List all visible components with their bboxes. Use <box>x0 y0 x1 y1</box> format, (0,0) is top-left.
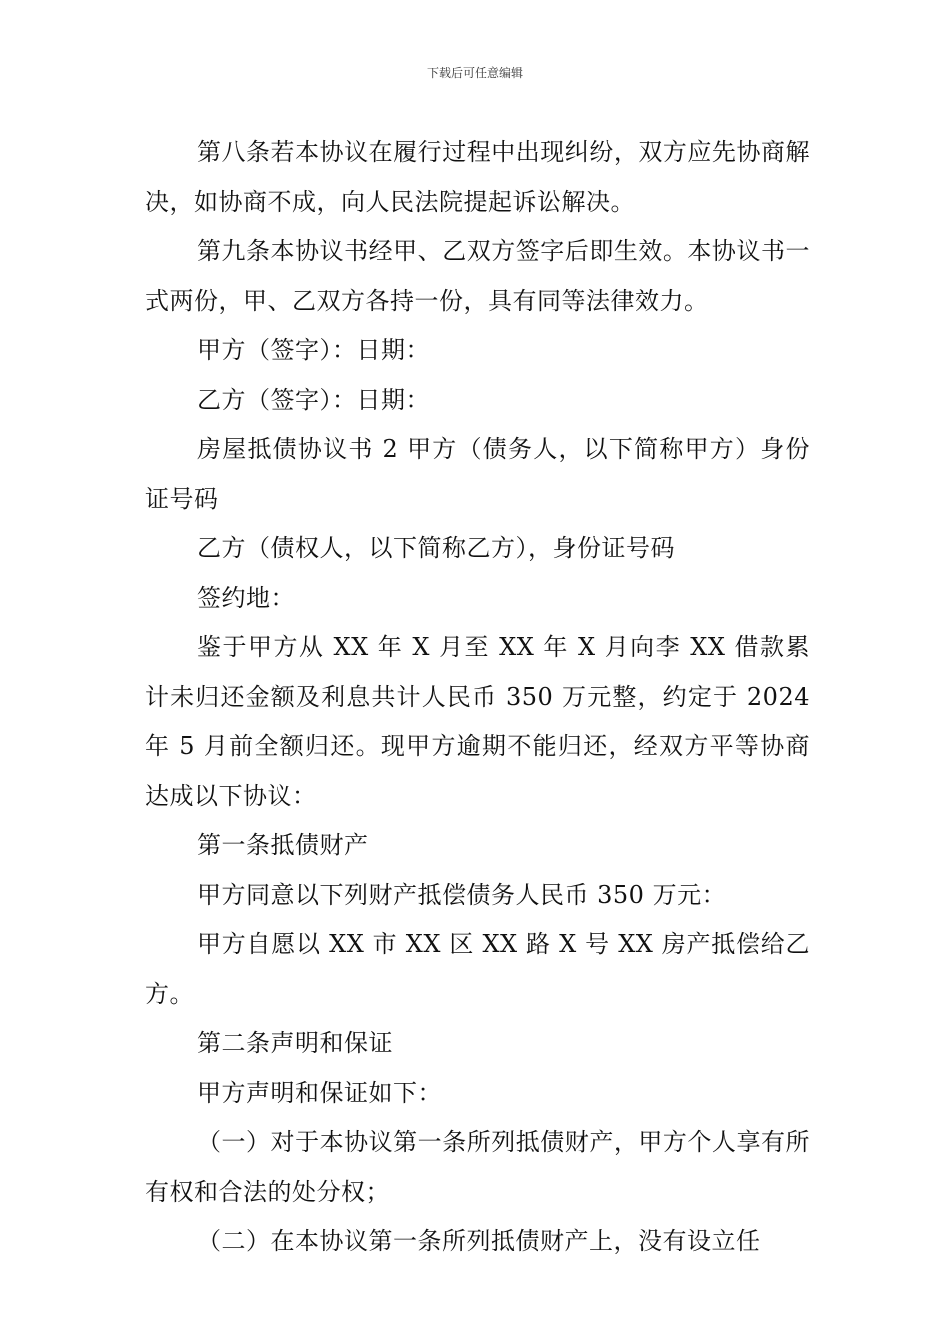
agreement-2-party-b: 乙方（债权人，以下简称乙方），身份证号码 <box>197 534 675 562</box>
party-b-signature-line: 乙方（签字）：日期： <box>197 385 430 414</box>
recital-paragraph: 鉴于甲方从 XX 年 X 月至 XX 年 X 月向李 XX 借款累计未归还金额及利息共计人民币 350 万元整，约定于 2024 年 5 月前全额归还。现甲方逾期不能归还，经双方平等协商达成以下协议： <box>145 633 810 810</box>
page-header-note: 下载后可任意编辑 <box>426 66 523 80</box>
article-2-intro: 甲方声明和保证如下： <box>197 1078 442 1107</box>
article-1-clause-a: 甲方同意以下列财产抵偿债务人民币 350 万元： <box>197 880 727 909</box>
article-1-clause-b: 甲方自愿以 XX 市 XX 区 XX 路 X 号 XX 房产抵偿给乙方。 <box>145 930 810 1008</box>
paragraph-article-9: 第九条本协议书经甲、乙双方签字后即生效。本协议书一式两份，甲、乙双方各持一份，具有同等法律效力。 <box>145 237 810 315</box>
document-body <box>145 128 810 1267</box>
agreement-2-party-a: 房屋抵债协议书 2 甲方（债务人，以下简称甲方）身份证号码 <box>145 435 810 513</box>
article-2-item-1: （一）对于本协议第一条所列抵债财产，甲方个人享有所有权和合法的处分权； <box>145 1128 810 1206</box>
paragraph-article-8: 第八条若本协议在履行过程中出现纠纷，双方应先协商解决，如协商不成，向人民法院提起诉讼解决。 <box>145 138 810 216</box>
article-2-heading: 第二条声明和保证 <box>197 1029 393 1057</box>
signing-place: 签约地： <box>197 583 295 612</box>
party-a-signature-line: 甲方（签字）：日期： <box>197 336 430 364</box>
article-1-heading: 第一条抵债财产 <box>197 831 369 859</box>
article-2-item-2: （二）在本协议第一条所列抵债财产上，没有设立任 <box>197 1227 761 1255</box>
